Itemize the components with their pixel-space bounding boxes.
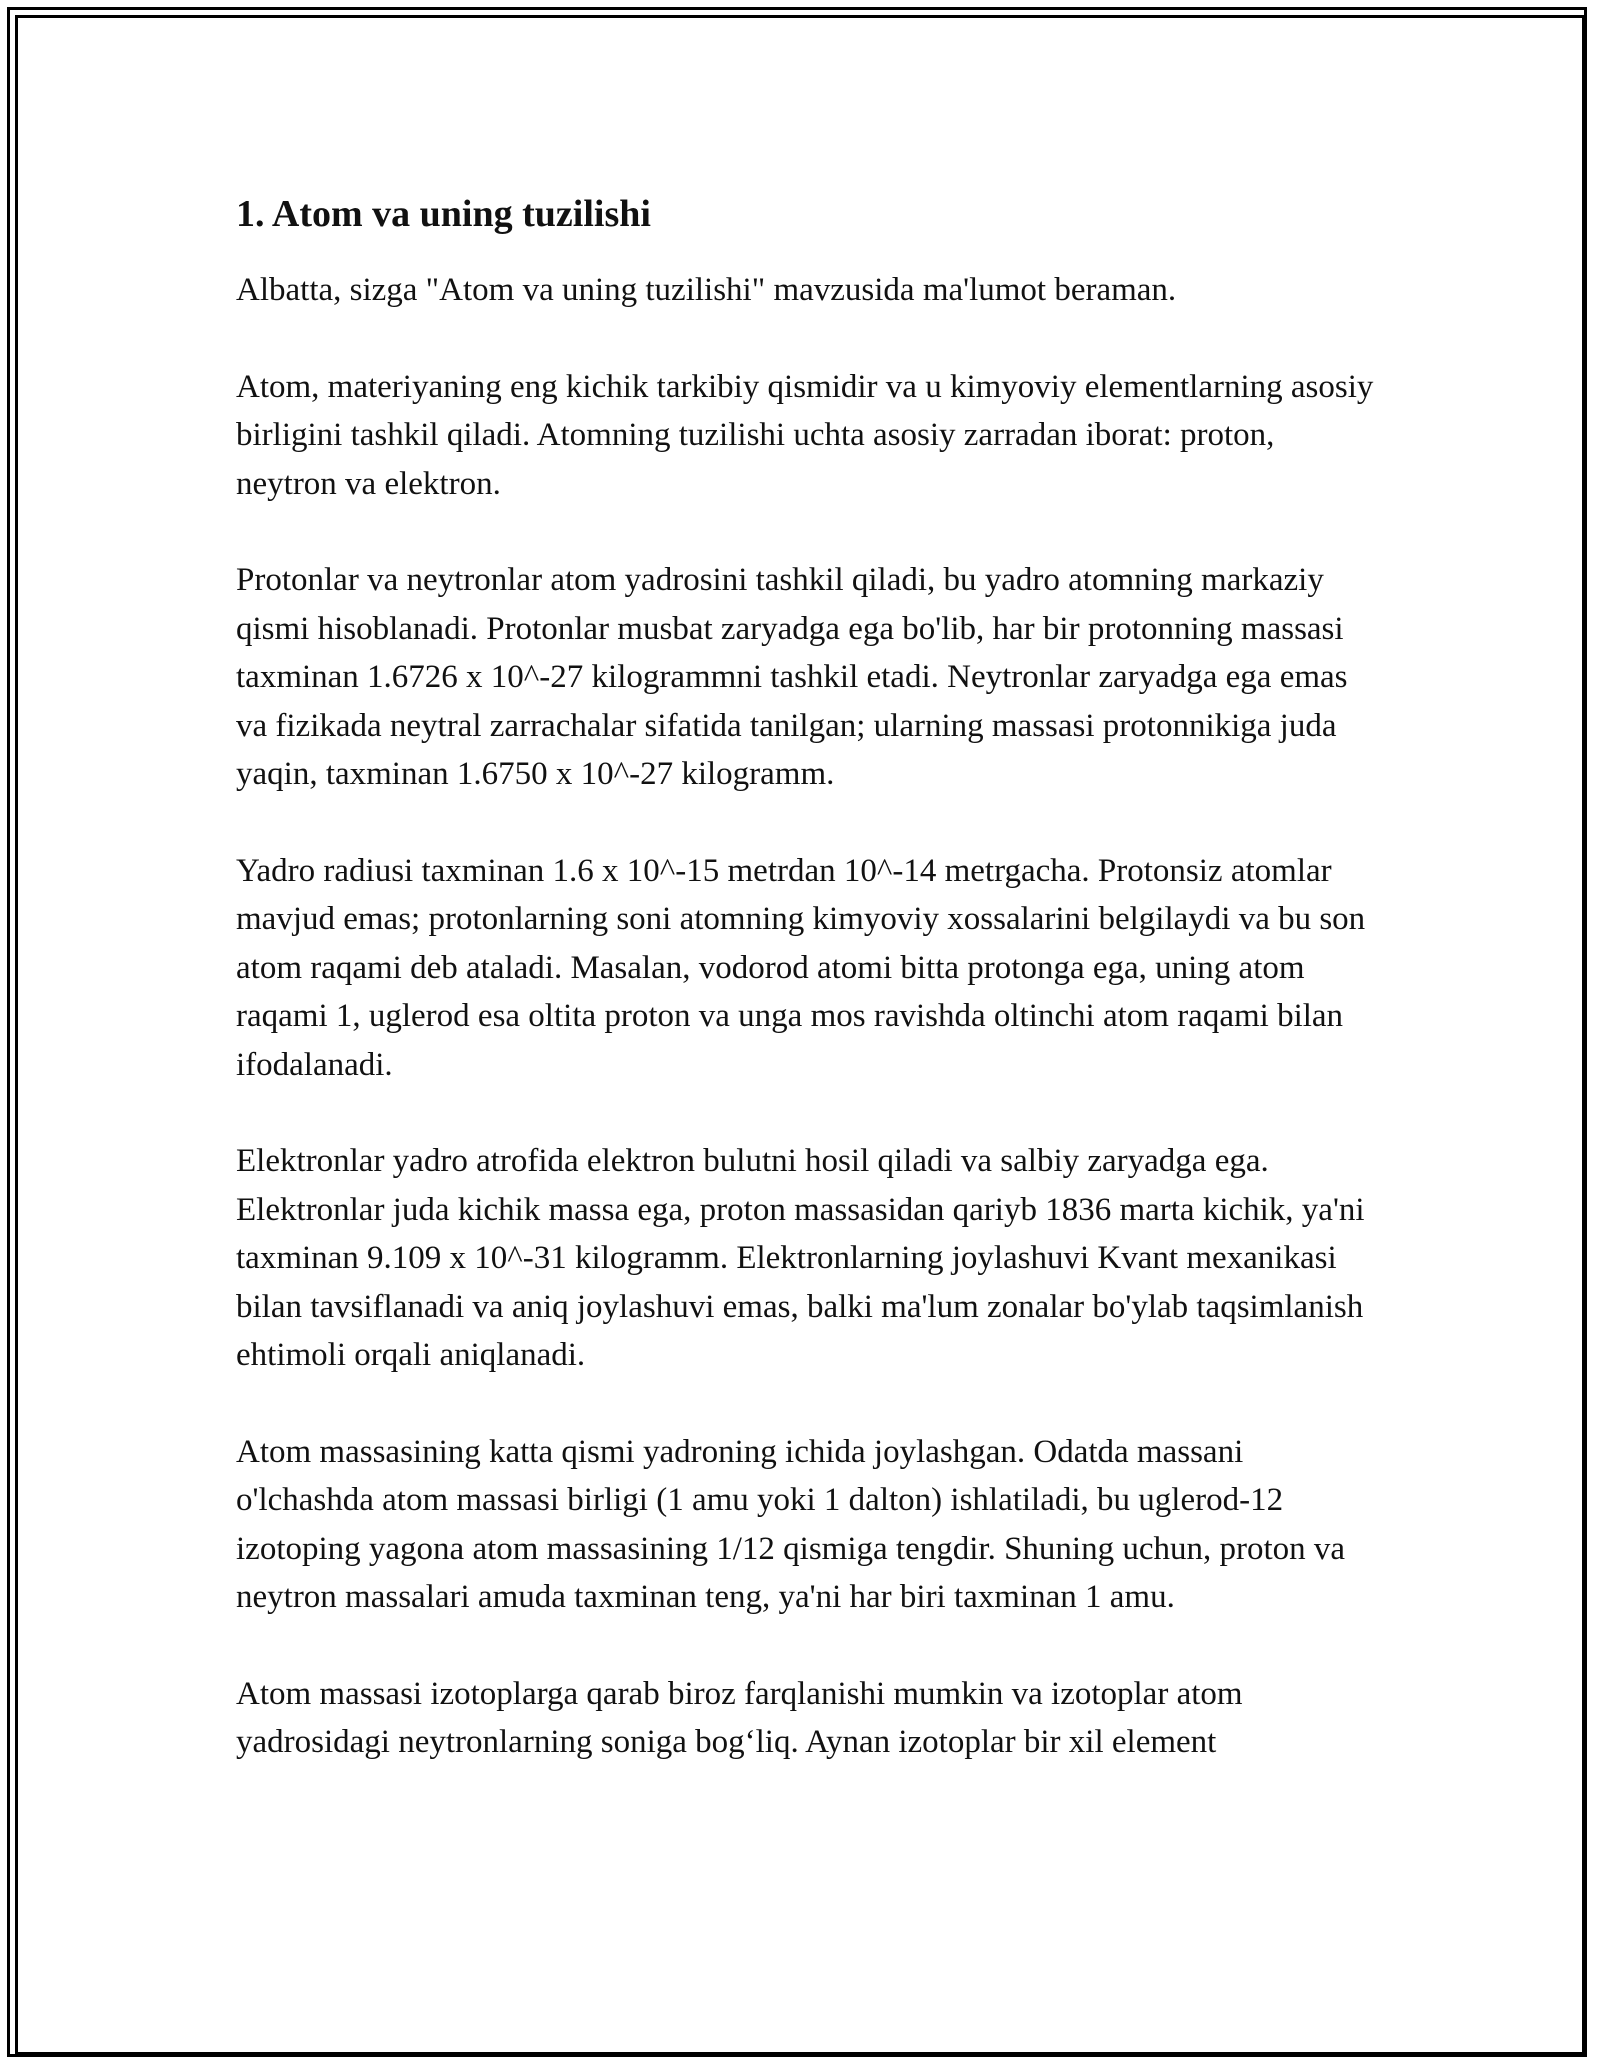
page-title: 1. Atom va uning tuzilishi xyxy=(236,193,651,235)
paragraph-protons-neutrons: Protonlar va neytronlar atom yadrosini tashkil qiladi, bu yadro atomning markaziy qismi hisoblanadi. Protonlar musbat zaryadga ega bo'lib, har bir protonning massasi taxminan 1.6726 x 10^-27 kilogrammni tashkil etadi. Neytronlar zaryadga ega emas va fizikada neytral zarrachalar sifatida tanilgan; ularning massasi protonnikiga juda yaqin, taxminan 1.6750 x 10^-27 kilogramm. xyxy=(236,562,1348,792)
paragraph-isotopes: Atom massasi izotoplarga qarab biroz farqlanishi mumkin va izotoplar atom yadrosidagi neytronlarning soniga bog‘liq. Aynan izotoplar bir xil element xyxy=(236,1675,1243,1760)
paragraph-nucleus-radius: Yadro radiusi taxminan 1.6 x 10^-15 metrdan 10^-14 metrgacha. Protonsiz atomlar mavjud emas; protonlarning soni atomning kimyoviy xossalarini belgilaydi va bu son atom raqami deb ataladi. Masalan, vodorod atomi bitta protonga ega, uning atom raqami 1, uglerod esa oltita proton va unga mos ravishda oltinchi atom raqami bilan ifodalanadi. xyxy=(236,852,1366,1083)
paragraph-atom-definition: Atom, materiyaning eng kichik tarkibiy qismidir va u kimyoviy elementlarning asosiy birligini tashkil qiladi. Atomning tuzilishi uchta asosiy zarradan iborat: proton, neytron va elektron. xyxy=(236,368,1374,502)
paragraph-electrons: Elektronlar yadro atrofida elektron bulutni hosil qiladi va salbiy zaryadga ega. Elektronlar juda kichik massa ega, proton massasidan qariyb 1836 marta kichik, ya'ni taxminan 9.109 x 10^-31 kilogramm. Elektronlarning joylashuvi Kvant mexanikasi bilan tavsiflanadi va aniq joylashuvi emas, balki ma'lum zonalar bo'ylab taqsimlanish ehtimoli orqali aniqlanadi. xyxy=(236,1143,1365,1373)
paragraph-atomic-mass: Atom massasining katta qismi yadroning ichida joylashgan. Odatda massani o'lchashda atom massasi birligi (1 amu yoki 1 dalton) ishlatiladi, bu uglerod-12 izotoping yagona atom massasining 1/12 qismiga tengdir. Shuning uchun, proton va neytron massalari amuda taxminan teng, ya'ni har biri taxminan 1 amu. xyxy=(236,1433,1346,1615)
document-body xyxy=(236,188,1376,1815)
paragraph-intro: Albatta, sizga "Atom va uning tuzilishi" mavzusida ma'lumot beraman. xyxy=(236,272,1177,308)
